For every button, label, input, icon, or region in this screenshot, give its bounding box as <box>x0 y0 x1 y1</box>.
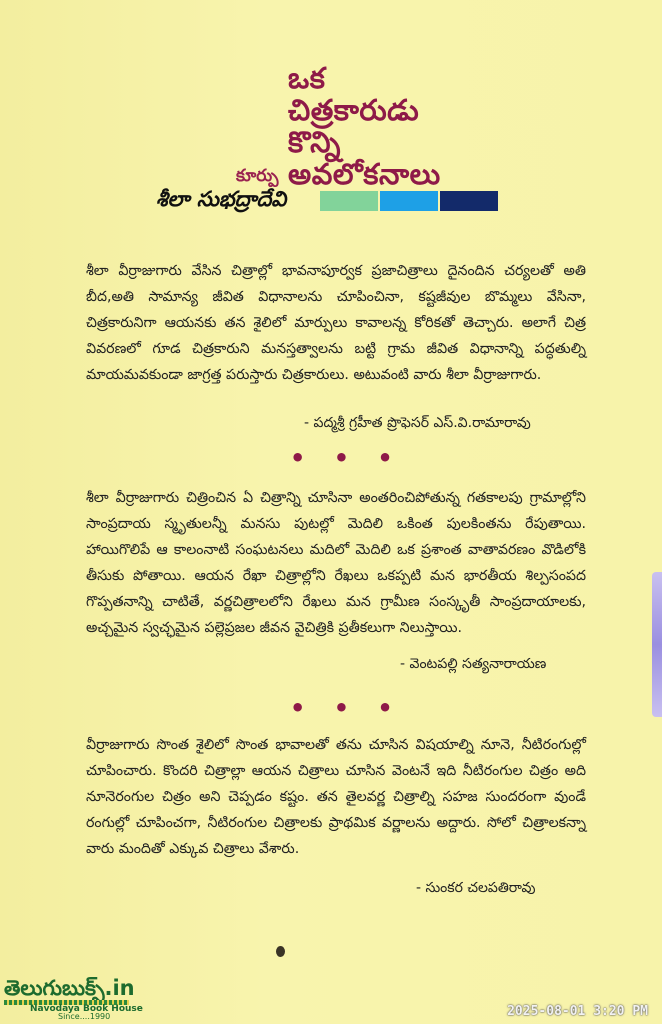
color-swatch <box>320 191 378 211</box>
review-text: శీలా వీర్రాజుగారు చిత్రించిన ఏ చిత్రాన్ని చూసినా అంతరించిపోతున్న గతకాలపు గ్రామాల్లోని సాంప్రదాయ స్మృతులన్నీ మనసు పుటల్లో మెదిలి ఒకింత పులకింతను రేపుతాయి. హాయిగొలిపే ఆ కాలంనాటి సంఘటనలు మదిలో మెదిలి ఒక ప్రశాంత వాతావరణం వొడిలోకి తీసుకు పోతాయి. ఆయన రేఖా చిత్రాల్లోని రేఖలు ఒకప్పటి మన భారతీయ శిల్పసంపద గొప్పతనాన్ని చాటితే, వర్ణచిత్రాలలోని రేఖలు మన గ్రామీణ సంస్కృతీ సాంప్రదాయాలకు, అచ్చమైన స్వచ్ఛమైన పల్లెప్రజల జీవన వైచిత్రికి ప్రతీకలుగా నిలుస్తాయి. <box>86 490 586 636</box>
color-swatch <box>380 191 438 211</box>
title-line: చిత్రకారుడు <box>288 93 420 127</box>
book-title <box>288 62 538 190</box>
photo-timestamp: 2025-08-01 3:20 PM <box>507 1004 648 1019</box>
separator-dots: • • • <box>290 444 403 472</box>
separator-dots: • • • <box>290 694 403 722</box>
review-attribution: - పద్మశ్రీ గ్రహీత ప్రొఫెసర్ ఎస్.వి.రామారావు <box>304 415 531 431</box>
title-line: కొన్ని <box>288 125 341 159</box>
review-attribution: - సుంకర చలపతిరావు <box>416 880 536 896</box>
publisher-since: Since....1990 <box>58 1012 111 1021</box>
review-text: శీలా వీర్రాజుగారు వేసిన చిత్రాల్లో భావనాపూర్వక ప్రజాచిత్రాలు దైనందిన చర్యలతో అతి బీద,అతి సామాన్య జీవిత విధానాలను చూపించినా, కష్టజీవుల బొమ్మలు వేసినా, చిత్రకారునిగా ఆయనకు తన శైలిలో మార్పులు కావాలన్న కోరికతో తెచ్చారు. అలాగే చిత్ర వివరణలో గూడ చిత్రకారుని మనస్తత్వాలను బట్టి గ్రామ జీవిత విధానాన్ని పద్ధతుల్ని మాయమవకుండా జాగ్రత్త పరుస్తారు చిత్రకారులు. అటువంటి వారు శీలా వీర్రాజుగారు. <box>86 263 586 383</box>
color-swatch <box>440 191 498 211</box>
compiler-name: శీలా సుభద్రాదేవి <box>156 187 287 211</box>
publisher-subtitle: Navodaya Book House <box>30 1004 143 1014</box>
publisher-logo: తెలుగుబుక్స్.in <box>4 976 135 1000</box>
review-attribution: - వెంటపల్లి సత్యనారాయణ <box>400 656 547 672</box>
title-line: ఒక <box>288 61 326 95</box>
title-line: అవలోకనాలు <box>288 157 441 191</box>
ink-blot <box>276 946 285 957</box>
page-edge-mark <box>652 572 662 717</box>
review-text: వీర్రాజుగారు సొంత శైలిలో సొంత భావాలతో తను చూసిన విషయాల్ని నూనె, నీటిరంగుల్లో చూపించారు. కొందరి చిత్రాల్లా ఆయన చిత్రాలు చూసిన వెంటనే ఇది నీటిరంగుల చిత్రం అది నూనెరంగుల చిత్రం అని చెప్పడం కష్టం. తన తైలవర్ణ చిత్రాల్ని సహజ సుందరంగా వుండే రంగుల్లో చూపించగా, నీటిరంగుల చిత్రాలకు ప్రాథమిక వర్ణాలను అద్దారు. సోలో చిత్రాలకన్నా వారు మందితో ఎక్కువ చిత్రాలు వేశారు. <box>86 737 586 857</box>
compiled-label: కూర్పు <box>236 166 279 186</box>
